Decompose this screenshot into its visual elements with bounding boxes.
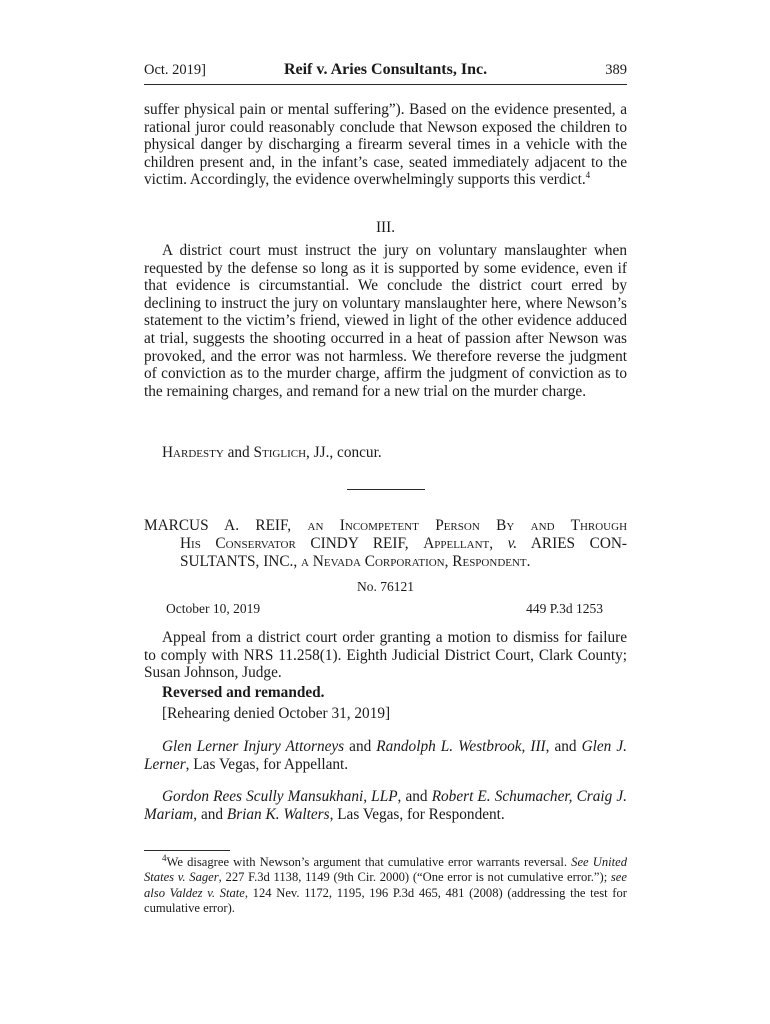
running-head-case-caption: Reif v. Aries Consultants, Inc. — [283, 61, 488, 78]
docket-number: No. 76121 — [357, 579, 414, 594]
case-divider — [347, 489, 425, 490]
respondent-counsel — [144, 788, 627, 823]
respondent-counsel-tail: , Las Vegas, for Respondent. — [329, 805, 505, 823]
footnote-text-2: , 227 F.3d 1138, 1149 (9th Cir. 2000) (“One error is not cumulative error.”); — [218, 870, 611, 885]
appellant-name: MARCUS A. REIF, — [144, 517, 292, 534]
respondent-counsel-and-2: , and — [193, 805, 227, 823]
appellant-label: Appellant, — [423, 535, 494, 552]
evidence-paragraph-text: suffer physical pain or mental suffering”). Based on the evidence presented, a rational juror could reasonably conclude that Newson exposed the children to physical danger by discharging a firearm several times in a vehicle with the children present and, in the infant’s case, seated immediately adjacent to the victim. Accordingly, the evidence overwhelmingly supports this verdict. — [144, 101, 627, 189]
appellant-counsel-firm-1: Glen Lerner Injury Attorneys — [162, 738, 345, 755]
appellant-counsel-and-2: , and — [545, 738, 582, 755]
case-title-line-1 — [144, 517, 627, 535]
appeal-paragraph: Appeal from a district court order granting a motion to dismiss for failure to comply with NRS 11.258(1). Eighth Judicial District Court, Clark County; Susan Johnson, Judge. — [144, 629, 627, 682]
respondent-counsel-and-1: , and — [397, 788, 432, 805]
running-head — [144, 62, 627, 85]
respondent-counsel-firm-2: Robert E. Schumacher, Craig J. Mariam — [144, 788, 627, 823]
concurring-justice-2: Stiglich — [253, 444, 307, 461]
evidence-paragraph — [144, 101, 627, 189]
disposition: Reversed and remanded. — [162, 684, 325, 701]
case-title — [144, 517, 627, 571]
conservator-label: His Conservator — [180, 535, 296, 552]
concurring-justice-1: Hardesty — [162, 444, 224, 461]
respondent-name-part-2: SULTANTS, INC., — [180, 553, 298, 570]
manslaughter-paragraph: A district court must instruct the jury on voluntary manslaughter when requested by the defense so long as it is supported by some evidence, even if that evidence is circumstantial. We conclude the district court erred by declining to instruct the jury on voluntary manslaughter here, where Newson’s statement to the victim’s friend, viewed in light of the other evidence adduced at trial, suggests the shooting occurred in a heat of passion after Newson was provoked, and the error was not harmless. We therefore reverse the judgment of conviction as to the murder charge, affirm the judgment of conviction as to the remaining charges, and remand for a new trial on the murder charge. — [144, 242, 627, 400]
respondent-counsel-firm-1: Gordon Rees Scully Mansukhani, LLP — [162, 788, 398, 805]
conservator-name: CINDY REIF, — [310, 535, 409, 552]
footnote-rule — [144, 850, 230, 851]
versus: v. — [507, 535, 518, 552]
page-number: 389 — [605, 62, 627, 78]
footnote-marker: 4 — [162, 852, 167, 863]
footnote — [144, 852, 628, 916]
appellant-counsel — [144, 738, 627, 773]
appellant-counsel-tail: , Las Vegas, for Appellant. — [185, 755, 349, 773]
section-heading: III. — [375, 219, 396, 236]
reporter-citation: 449 P.3d 1253 — [526, 601, 603, 616]
footnote-citation-2: see also Valdez v. State — [144, 870, 627, 900]
footnote-reference: 4 — [585, 170, 591, 181]
running-head-date: Oct. 2019] — [144, 62, 207, 78]
appellant-counsel-and-1: and — [344, 738, 377, 755]
decision-date: October 10, 2019 — [166, 601, 261, 616]
appellant-capacity: an Incompetent Person By and Through — [307, 517, 628, 534]
footnote-text-1: We disagree with Newson’s argument that cumulative error warrants reversal. — [166, 855, 572, 869]
respondent-name-part-1: ARIES CON- — [530, 535, 628, 552]
appellant-counsel-firm-3: Glen J. Lerner — [144, 738, 627, 773]
concurrence-line — [162, 444, 382, 462]
case-title-line-3 — [144, 553, 627, 571]
footnote-text-3: , 124 Nev. 1172, 1195, 196 P.3d 465, 481 (2008) (addressing the test for cumulative error). — [144, 885, 627, 915]
concurrence-suffix: , JJ., concur. — [306, 444, 382, 461]
appellant-counsel-firm-2: Randolph L. Westbrook, III — [376, 738, 546, 755]
respondent-counsel-firm-3: Brian K. Walters — [226, 805, 330, 823]
case-title-line-2 — [144, 535, 627, 553]
rehearing-note: [Rehearing denied October 31, 2019] — [162, 705, 391, 722]
footnote-citation-1: See United States v. Sager — [144, 855, 628, 885]
concurrence-and: and — [227, 444, 250, 461]
respondent-description: a Nevada Corporation, Respondent. — [301, 553, 531, 570]
